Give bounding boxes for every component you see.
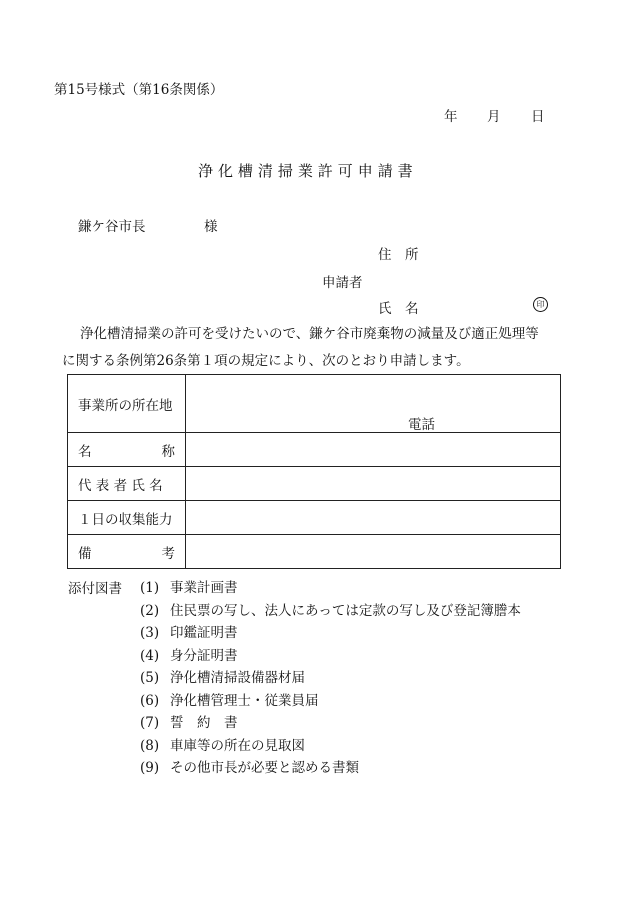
label-char: 名 [78,443,92,460]
table-row [68,535,561,569]
date-year: 年 [444,109,458,125]
list-item [140,712,521,735]
label-char: 備 [78,545,92,562]
item-number: (5) [140,670,160,686]
item-number: (1) [140,580,160,596]
body-text [62,321,562,375]
item-text: 印鑑証明書 [170,625,238,641]
office-location-field[interactable] [186,375,561,433]
list-item [140,600,521,623]
attachments-list [140,577,521,780]
office-location-label: 事業所の所在地 [68,375,186,433]
label-char: 称 [161,443,175,460]
date-day: 日 [531,109,545,125]
application-table [67,374,561,569]
daily-capacity-field[interactable] [186,501,561,535]
item-text: 浄化槽清掃設備器材届 [170,670,305,686]
remarks-label [68,535,186,569]
date-month: 月 [487,109,501,125]
daily-capacity-label: １日の収集能力 [68,501,186,535]
remarks-field[interactable] [186,535,561,569]
list-item [140,690,521,713]
table-row [68,467,561,501]
business-name-label [68,433,186,467]
item-text: 浄化槽管理士・従業員届 [170,692,319,709]
body-line-2: に関する条例第26条第１項の規定により、次のとおり申請します。 [62,353,470,369]
address-label: 住 所 [378,247,419,263]
table-row [68,433,561,467]
item-number: (7) [140,715,160,731]
item-number: (8) [140,737,160,754]
label-char: 考 [161,545,175,562]
name-label: 氏 名 [378,301,419,317]
phone-label: 電話 [408,417,435,433]
item-number: (4) [140,647,160,664]
addressee-name: 鎌ケ谷市長 [78,219,146,235]
date-line [444,105,545,125]
item-text: 事業計画書 [170,580,238,596]
representative-name-label: 代 表 者 氏 名 [68,467,186,501]
item-number: (6) [140,692,160,709]
applicant-label: 申請者 [322,275,363,291]
attachments-label: 添付図書 [68,581,122,597]
body-line-1: 浄化槽清掃業の許可を受けたいので、鎌ケ谷市廃棄物の減量及び適正処理等 [80,326,539,342]
business-name-field[interactable] [186,433,561,467]
table-row [68,375,561,433]
item-text: 車庫等の所在の見取図 [170,737,305,754]
item-text: その他市長が必要と認める書類 [170,760,359,776]
document-title: 浄 化 槽 清 掃 業 許 可 申 請 書 [198,162,413,180]
item-text: 誓 約 書 [170,715,238,731]
list-item [140,757,521,780]
list-item [140,667,521,690]
list-item [140,645,521,668]
seal-icon: 印 [533,297,548,312]
item-number: (2) [140,602,160,619]
list-item [140,577,521,600]
form-number: 第15号様式（第16条関係） [54,82,224,98]
list-item [140,622,521,645]
representative-name-field[interactable] [186,467,561,501]
table-row [68,501,561,535]
addressee-suffix: 様 [204,219,218,235]
list-item [140,735,521,758]
item-number: (9) [140,760,160,776]
item-text: 住民票の写し、法人にあっては定款の写し及び登記簿謄本 [170,602,521,619]
item-text: 身分証明書 [170,647,238,664]
item-number: (3) [140,625,160,641]
